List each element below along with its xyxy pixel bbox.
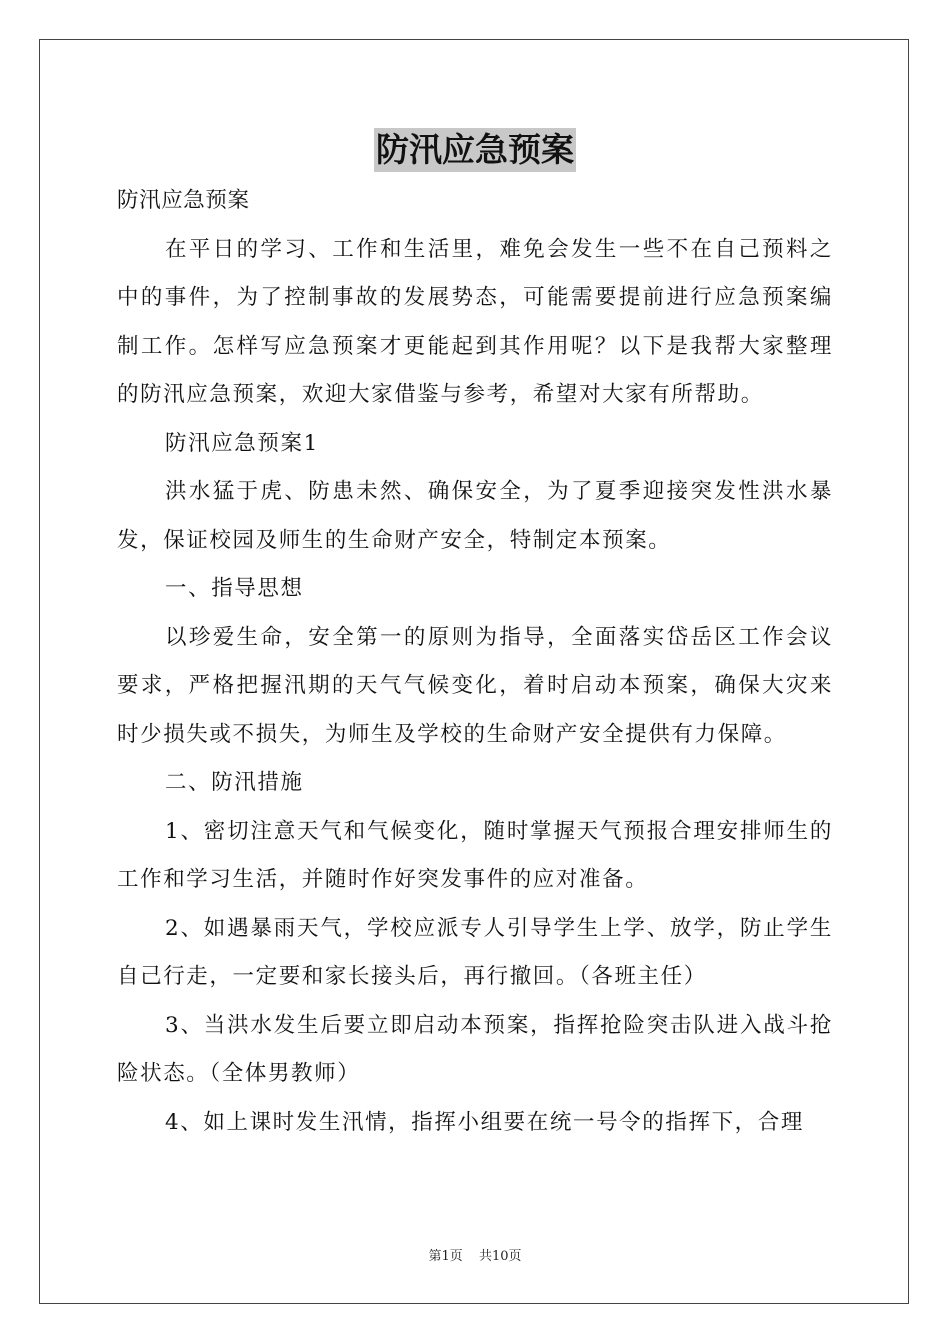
paragraph-measure-2: 2、如遇暴雨天气，学校应派专人引导学生上学、放学，防止学生自己行走，一定要和家长接头后，再行撤回。（各班主任） <box>117 915 833 989</box>
page-footer <box>0 1247 950 1267</box>
paragraph-guiding-thought: 以珍爱生命，安全第一的原则为指导，全面落实岱岳区工作会议要求，严格把握汛期的天气气候变化，着时启动本预案，确保大灾来时少损失或不损失，为师生及学校的生命财产安全提供有力保障。 <box>117 624 833 747</box>
paragraph-measure-3: 3、当洪水发生后要立即启动本预案，指挥抢险突击队进入战斗抢险状态。（全体男教师） <box>117 1012 833 1086</box>
document-body <box>117 177 833 1147</box>
page-number: 第1页 <box>428 1249 463 1264</box>
paragraph-heading-guiding-thought: 一、指导思想 <box>165 576 304 601</box>
title-container <box>0 128 950 172</box>
page-total: 共10页 <box>478 1249 522 1264</box>
paragraph-measure-1: 1、密切注意天气和气候变化，随时掌握天气预报合理安排师生的工作和学习生活，并随时作好突发事件的应对准备。 <box>117 818 833 892</box>
paragraph-purpose: 洪水猛于虎、防患未然、确保安全，为了夏季迎接突发性洪水暴发，保证校园及师生的生命财产安全，特制定本预案。 <box>117 479 833 553</box>
paragraph-subtitle: 防汛应急预案 <box>117 188 250 213</box>
paragraph-heading-measures: 二、防汛措施 <box>165 770 304 795</box>
paragraph-measure-4: 4、如上课时发生汛情，指挥小组要在统一号令的指挥下，合理 <box>165 1109 804 1135</box>
document-title: 防汛应急预案 <box>374 128 576 172</box>
paragraph-section-heading: 防汛应急预案1 <box>165 430 319 456</box>
paragraph-intro: 在平日的学习、工作和生活里，难免会发生一些不在自己预料之中的事件，为了控制事故的发展势态，可能需要提前进行应急预案编制工作。怎样写应急预案才更能起到其作用呢？以下是我帮大家整理的防汛应急预案，欢迎大家借鉴与参考，希望对大家有所帮助。 <box>117 236 833 407</box>
